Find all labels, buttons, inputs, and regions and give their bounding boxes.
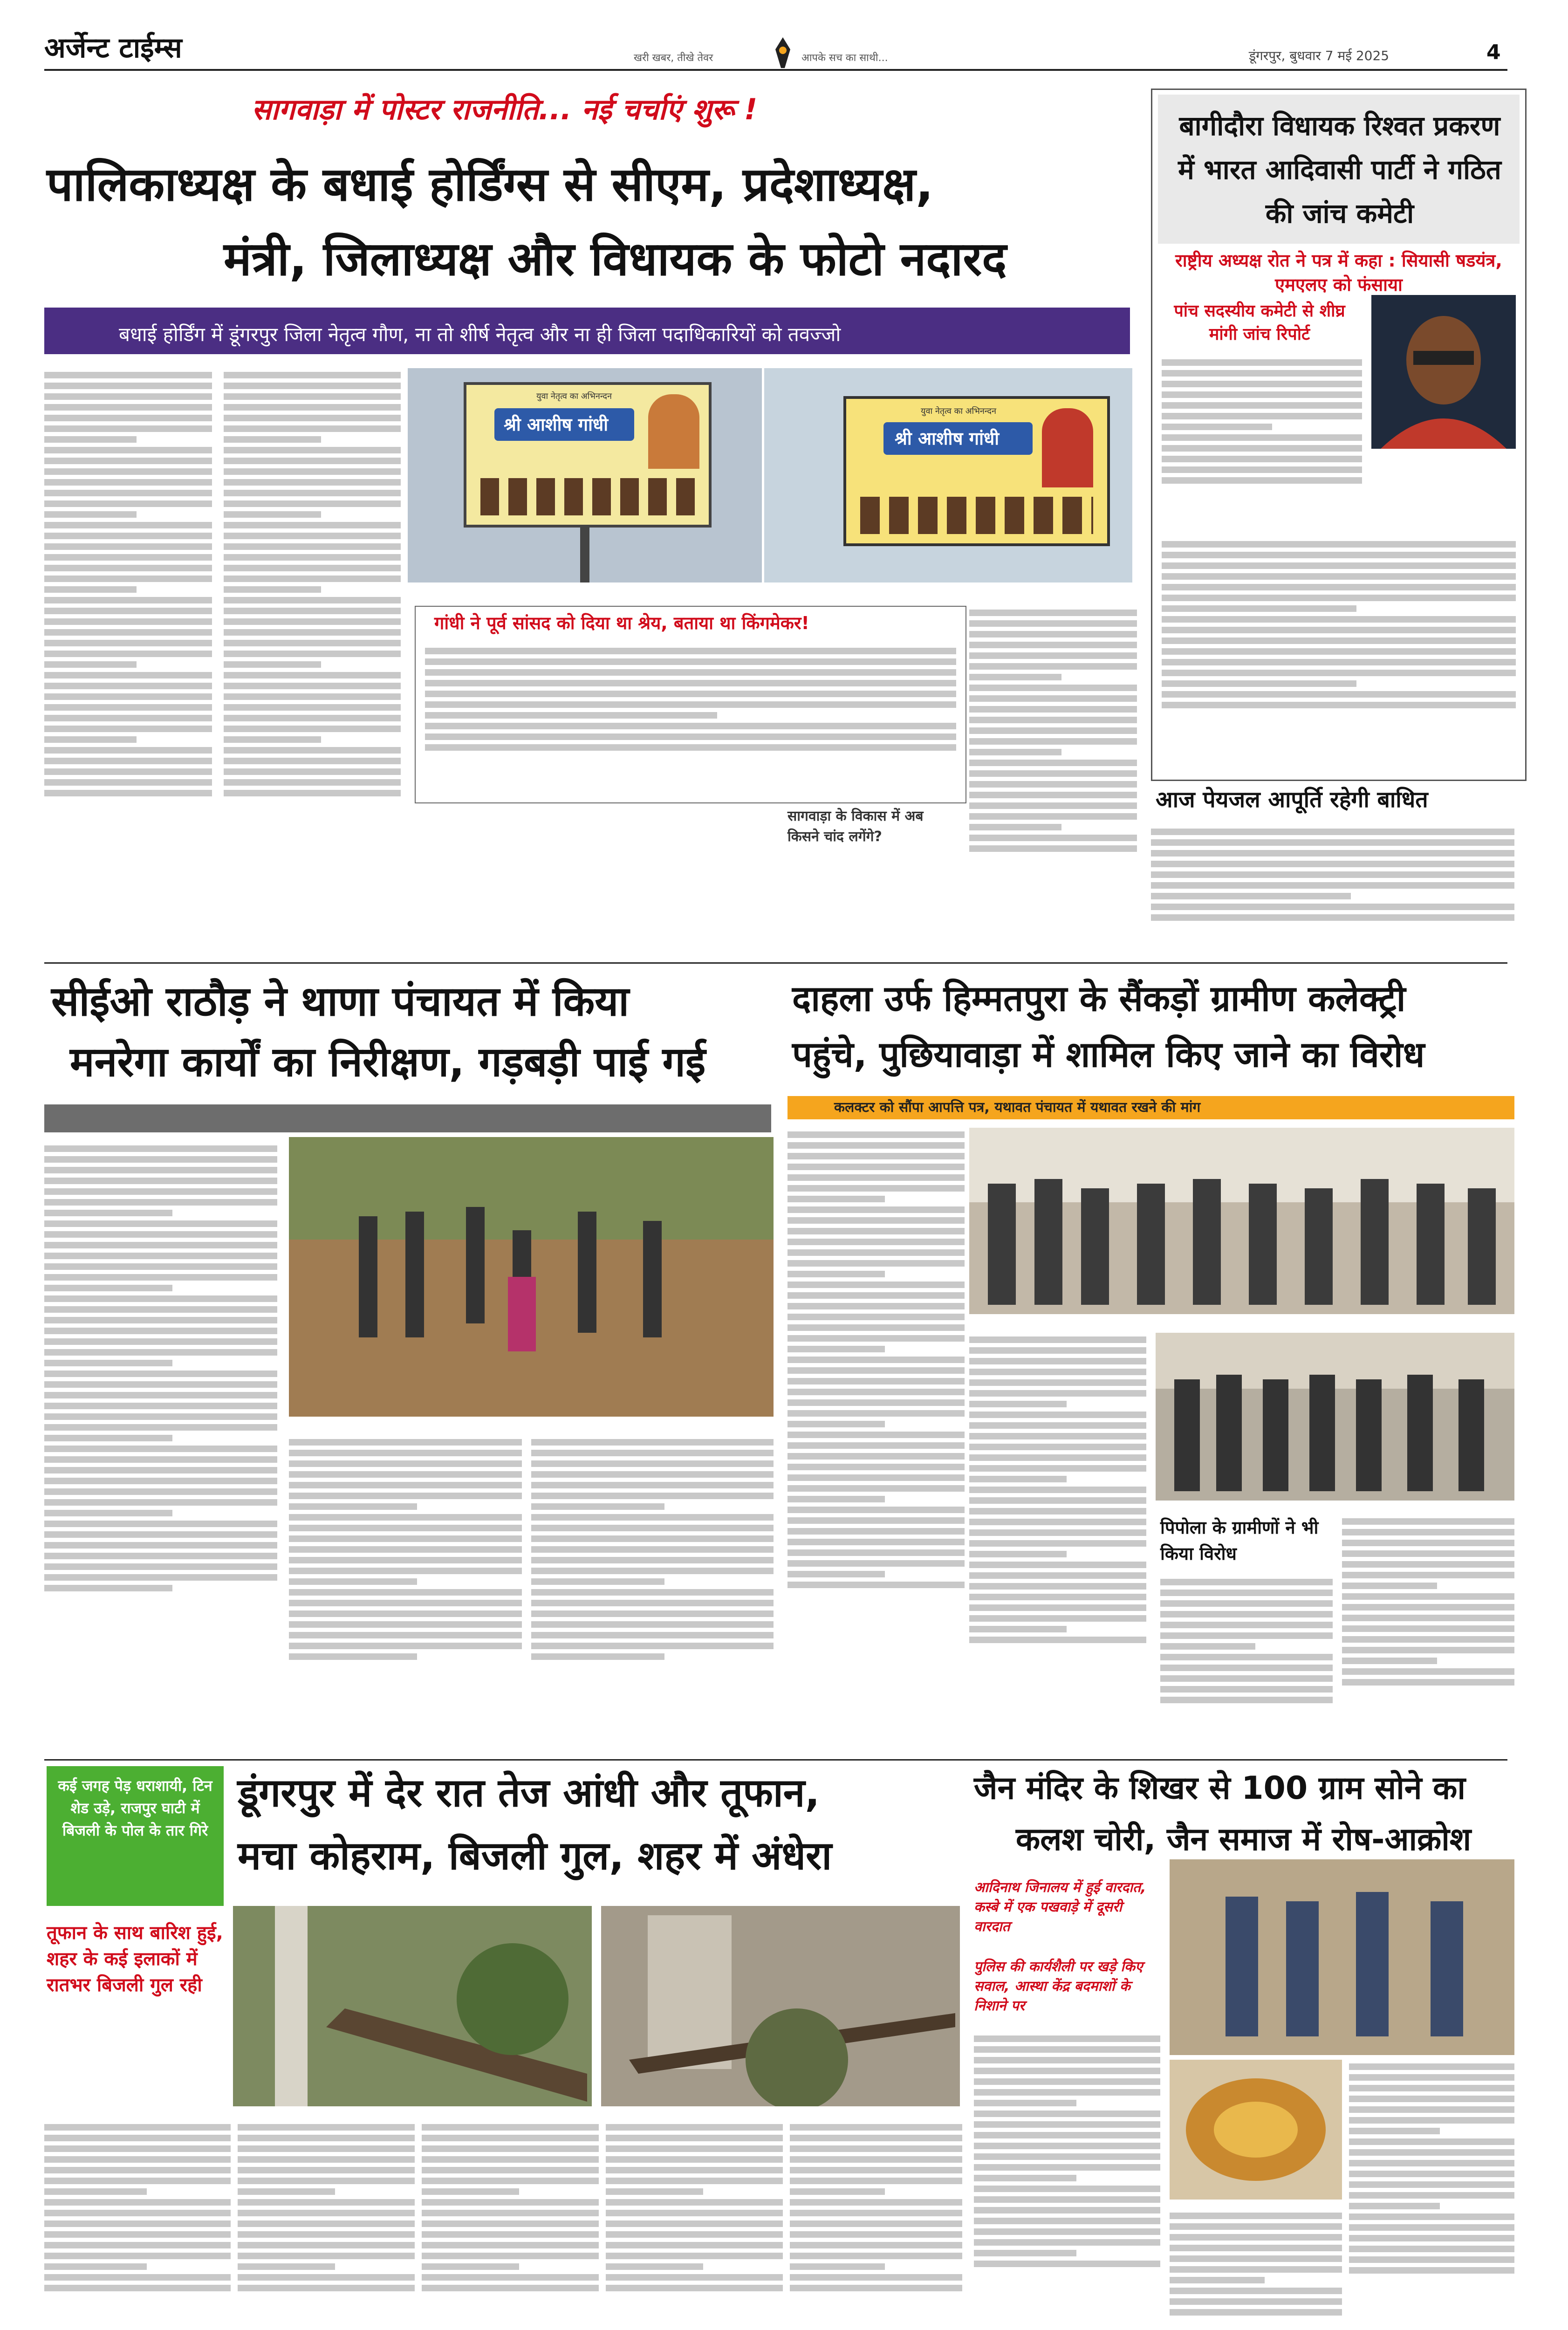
mnrega-col-3 <box>531 1435 774 1752</box>
storm-col-3 <box>422 2120 599 2330</box>
sidebar-subhead: राष्ट्रीय अध्यक्ष रोत ने पत्र में कहा : सियासी षडयंत्र, एमएलए को फंसाया <box>1175 250 1502 295</box>
storm-col-5 <box>790 2120 962 2330</box>
hoarding-faces-1 <box>480 478 695 515</box>
mnrega-photo <box>289 1137 774 1417</box>
mnrega-col-2 <box>289 1435 522 1752</box>
hoarding-board-2 <box>843 396 1110 546</box>
sidebar-col-1 <box>1162 356 1362 533</box>
section-rule-2 <box>44 1759 1507 1761</box>
temple-red-deck2: पुलिस की कार्यशैली पर खड़े किए सवाल, आस्था केंद्र बदमाशों के निशाने पर <box>974 1959 1143 2014</box>
lead-kicker: सागवाड़ा में पोस्टर राजनीति... नई चर्चाएं शुरू ! <box>252 92 758 126</box>
lead-pullquote: सागवाड़ा के विकास में अब किसने चांद लगेंगे? <box>787 808 924 845</box>
temple-photo-1 <box>1170 1859 1514 2055</box>
lead-box-text <box>425 644 956 793</box>
hoarding-photo-1 <box>408 368 762 582</box>
mnrega-strap <box>44 1104 771 1132</box>
dahla-headline-line1: दाहला उर्फ हिम्मतपुरा के सैंकड़ों ग्रामीण कलेक्ट्री <box>792 978 1406 1019</box>
storm-headline-line2: मचा कोहराम, बिजली गुल, शहर में अंधेरा <box>238 1833 832 1878</box>
lead-subhead-strap <box>44 308 1130 354</box>
storm-red-side: तूफान के साथ बारिश हुई, शहर के कई इलाकों में रातभर बिजली गुल रही <box>47 1922 223 1996</box>
dahla-photo-1 <box>969 1128 1514 1314</box>
lead-box <box>415 606 966 803</box>
hoarding-tag-2: युवा नेतृत्व का अभिनन्दन <box>921 406 996 416</box>
storm-photo-2 <box>601 1906 960 2106</box>
hoarding-name-2: श्री आशीष गांधी <box>895 428 1000 449</box>
temple-col-1 <box>974 2032 1160 2330</box>
water-headline: आज पेयजल आपूर्ति रहेगी बाधित <box>1156 787 1428 813</box>
dahla-col-3 <box>1160 1575 1333 1752</box>
temple-red-deck1: आदिनाथ जिनालय में हुई वारदात, कस्बे में एक पखवाड़े में दूसरी वारदात <box>974 1879 1146 1935</box>
lead-col-4 <box>969 606 1137 951</box>
hoarding-name-banner-2 <box>883 422 1033 455</box>
hoarding-post-1 <box>580 528 589 582</box>
temple-col-2 <box>1170 2209 1342 2330</box>
hoarding-faces-2 <box>860 497 1093 534</box>
temple-col-3 <box>1349 2060 1514 2330</box>
storm-photo-1 <box>233 1906 592 2106</box>
dahla-sub-headline: पिपोला के ग्रामीणों ने भी किया विरोध <box>1160 1517 1319 1564</box>
hoarding-name-1: श्री आशीष गांधी <box>504 414 609 435</box>
masthead-slogan-left: खरी खबर, तीखे तेवर <box>634 52 713 64</box>
sidebar-headline-band <box>1158 95 1520 244</box>
dahla-col-2 <box>969 1333 1146 1752</box>
section-rule-1 <box>44 962 1507 964</box>
masthead-name: अर्जेन्ट टाईम्स <box>44 32 182 64</box>
dahla-col-4 <box>1342 1514 1514 1752</box>
dahla-photo-2 <box>1156 1333 1514 1501</box>
mnrega-headline-line2: मनरेगा कार्यों का निरीक्षण, गड़बड़ी पाई गई <box>70 1038 706 1086</box>
page-number: 4 <box>1486 41 1501 64</box>
sidebar-headline: बागीदौरा विधायक रिश्वत प्रकरण में भारत आदिवासी पार्टी ने गठित की जांच कमेटी <box>1178 110 1501 229</box>
lead-col-1 <box>44 368 212 951</box>
masthead <box>0 0 1568 75</box>
storm-col-2 <box>238 2120 415 2330</box>
lead-headline-line1: पालिकाध्यक्ष के बधाई होर्डिंग्स से सीएम, प्रदेशाध्यक्ष, <box>47 157 934 212</box>
hoarding-board-1 <box>464 382 712 528</box>
dahla-strap-bar <box>787 1096 1514 1119</box>
hoarding-portrait-2 <box>1042 408 1093 487</box>
temple-photo-2 <box>1170 2060 1342 2200</box>
pen-nib-icon <box>774 36 792 69</box>
hoarding-tag-1: युवा नेतृत्व का अभिनन्दन <box>536 391 612 401</box>
sidebar-box <box>1151 89 1527 781</box>
dateline: डूंगरपुर, बुधवार 7 मई 2025 <box>1249 48 1390 63</box>
masthead-rule <box>44 69 1507 71</box>
lead-headline-line2: मंत्री, जिलाध्यक्ष और विधायक के फोटो नदारद <box>224 232 1007 286</box>
sidebar-deck: पांच सदस्यीय कमेटी से शीघ्र मांगी जांच रिपोर्ट <box>1174 302 1345 344</box>
mnrega-headline-line1: सीईओ राठौड़ ने थाणा पंचायत में किया <box>51 977 630 1025</box>
temple-headline-line2: कलश चोरी, जैन समाज में रोष-आक्रोश <box>1016 1821 1472 1858</box>
mnrega-col-1 <box>44 1142 277 1752</box>
hoarding-name-banner-1 <box>494 408 634 441</box>
dahla-col-1 <box>787 1128 965 1752</box>
water-col <box>1151 825 1514 960</box>
hoarding-portrait-1 <box>648 394 699 469</box>
lead-col-2 <box>224 368 401 951</box>
storm-col-1 <box>44 2120 231 2330</box>
masthead-slogan-right: आपके सच का साथी... <box>801 52 888 64</box>
sidebar-portrait <box>1371 295 1516 449</box>
lead-subhead: बधाई होर्डिंग में डूंगरपुर जिला नेतृत्व गौण, ना तो शीर्ष नेतृत्व और ना ही जिला पदाधिकारियों को तवज्जो <box>119 323 841 346</box>
lead-box-title: गांधी ने पूर्व सांसद को दिया था श्रेय, बताया था किंगमेकर! <box>434 613 809 633</box>
storm-headline-line1: डूंगरपुर में देर रात तेज आंधी और तूफान, <box>238 1770 820 1816</box>
dahla-headline-line2: पहुंचे, पुछियावाड़ा में शामिल किए जाने का विरोध <box>792 1034 1425 1075</box>
storm-col-4 <box>606 2120 783 2330</box>
sidebar-col-2 <box>1162 537 1516 770</box>
storm-green-box <box>47 1766 224 1906</box>
hoarding-photo-2 <box>764 368 1132 582</box>
storm-green-text: कई जगह पेड़ धराशायी, टिन शेड उड़े, राजपुर घाटी में बिजली के पोल के तार गिरे <box>58 1777 212 1839</box>
dahla-strap: कलक्टर को सौंपा आपत्ति पत्र, यथावत पंचायत में यथावत रखने की मांग <box>834 1099 1201 1116</box>
temple-headline-line1: जैन मंदिर के शिखर से 100 ग्राम सोने का <box>974 1770 1465 1807</box>
